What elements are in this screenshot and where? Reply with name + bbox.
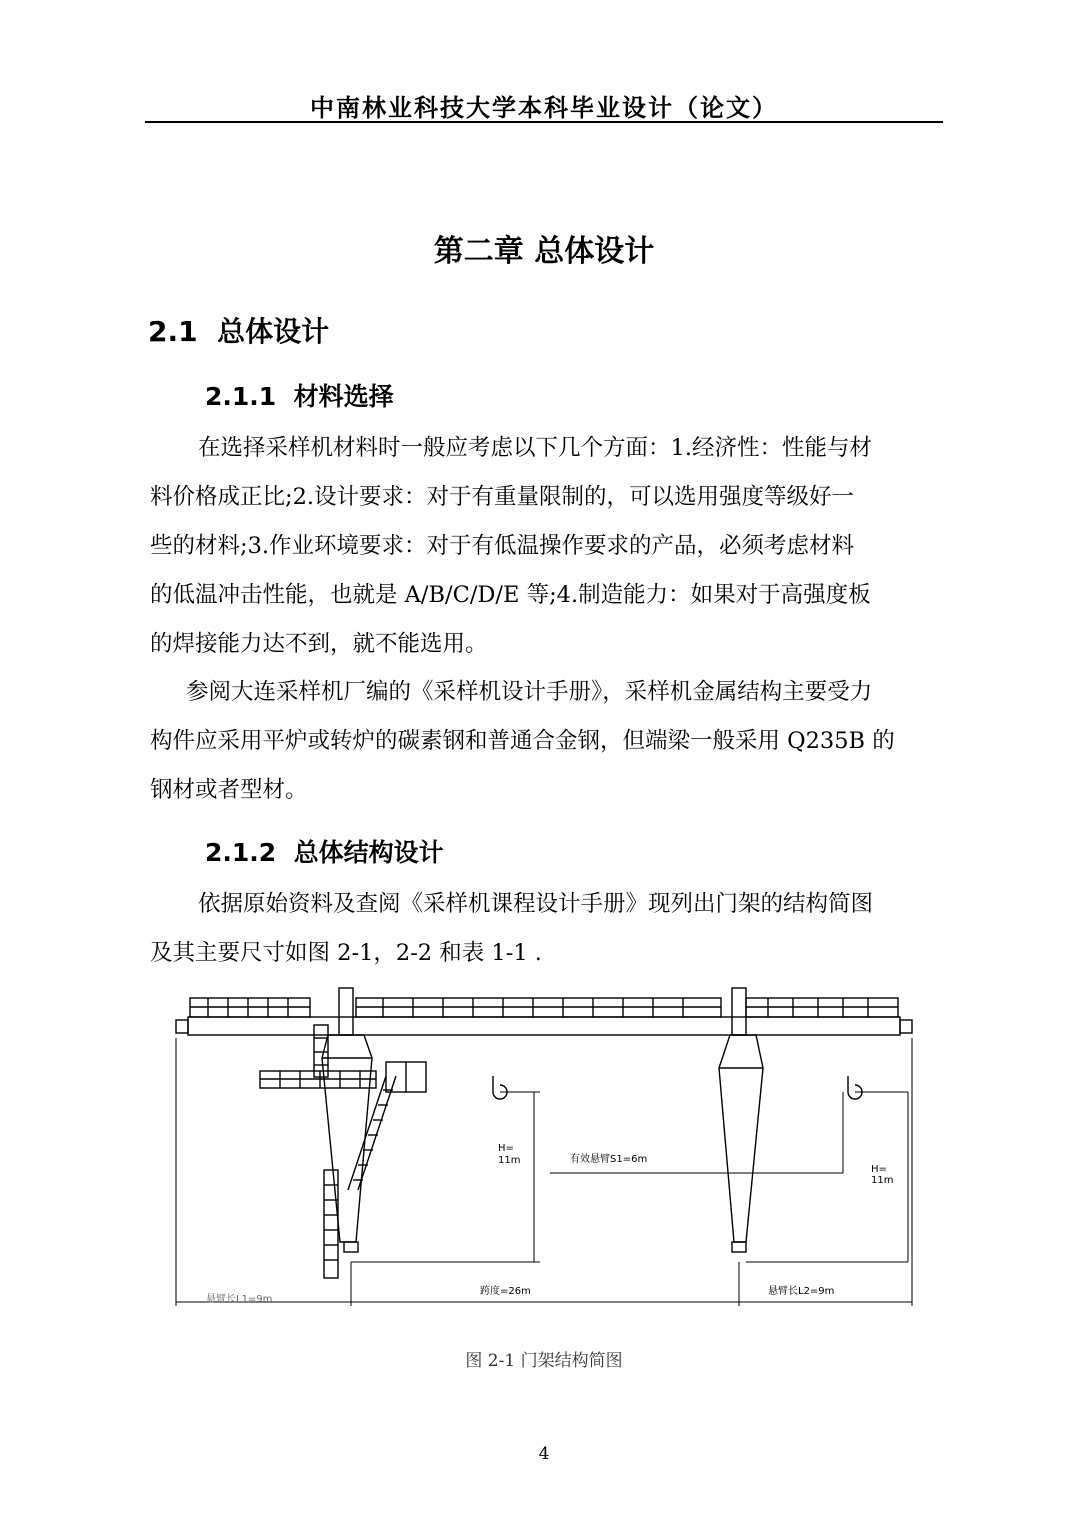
- right-leg: [719, 1035, 763, 1242]
- subsection-number: 2.1.1: [205, 382, 277, 411]
- subsection-title: 材料选择: [293, 382, 394, 411]
- paragraph-line: 参阅大连采样机厂编的《采样机设计手册》，采样机金属结构主要受力: [186, 679, 873, 705]
- paragraph-line: 及其主要尺寸如图 2-1，2-2 和表 1-1 .: [150, 940, 542, 966]
- section-number: 2.1: [148, 315, 198, 348]
- subsection-heading-1: [205, 377, 394, 413]
- inclined-stair: [348, 1076, 386, 1190]
- header-rule: [145, 121, 943, 123]
- chapter-title: 第二章 总体设计: [433, 234, 655, 269]
- top-ladder: [314, 1025, 328, 1077]
- left-wheel: [344, 1242, 358, 1252]
- girder-end-right: [900, 1020, 912, 1033]
- paragraph-reference-manual: [150, 668, 940, 815]
- hook-left: [493, 1076, 507, 1099]
- label-h-right-value: 11m: [871, 1175, 894, 1186]
- main-girder: [188, 1017, 900, 1035]
- gantry-diagram: [168, 980, 920, 1310]
- lower-ladder: [324, 1170, 338, 1278]
- left-leg-post: [339, 988, 353, 1035]
- subsection-title: 总体结构设计: [293, 838, 444, 867]
- label-span: 跨度=26m: [480, 1286, 531, 1297]
- paragraph-line: 钢材或者型材。: [150, 777, 308, 803]
- gantry-structure-figure: [168, 980, 920, 1310]
- section-title: 总体设计: [217, 315, 330, 348]
- label-effective-cantilever: 有效悬臂S1=6m: [570, 1154, 648, 1165]
- label-h-left-value: 11m: [498, 1155, 521, 1166]
- paragraph-material-selection: [150, 424, 940, 669]
- right-leg-post: [732, 988, 746, 1035]
- paragraph-line: 依据原始资料及查阅《采样机课程设计手册》现列出门架的结构简图: [198, 891, 874, 917]
- right-wheel: [732, 1242, 746, 1252]
- label-h-right: H=: [871, 1164, 887, 1175]
- label-cantilever-right: 悬臂长L2=9m: [768, 1286, 835, 1297]
- paragraph-structure-design: [150, 880, 940, 978]
- page-number: 4: [538, 1444, 550, 1464]
- paragraph-line: 在选择采样机材料时一般应考虑以下几个方面：1.经济性：性能与材: [198, 435, 872, 461]
- paragraph-line: 些的材料;3.作业环境要求：对于有低温操作要求的产品，必须考虑材料: [150, 533, 855, 559]
- paragraph-line: 料价格成正比;2.设计要求：对于有重量限制的，可以选用强度等级好一: [150, 484, 855, 510]
- subsection-number: 2.1.2: [205, 838, 277, 867]
- section-heading: [148, 310, 329, 350]
- label-cantilever-left: 悬臂长L1=9m: [206, 1294, 273, 1305]
- running-header: 中南林业科技大学本科毕业设计（论文）: [310, 94, 778, 122]
- girder-end-left: [176, 1020, 188, 1033]
- paragraph-line: 构件应采用平炉或转炉的碳素钢和普通合金钢，但端梁一般采用 Q235B 的: [150, 728, 895, 754]
- paragraph-line: 的焊接能力达不到，就不能选用。: [150, 631, 488, 657]
- figure-caption: 图 2-1 门架结构简图: [465, 1351, 623, 1371]
- paragraph-line: 的低温冲击性能，也就是 A/B/C/D/E 等;4.制造能力：如果对于高强度板: [150, 582, 871, 608]
- hook-right: [848, 1076, 862, 1099]
- label-h-left: H=: [498, 1143, 514, 1154]
- subsection-heading-2: [205, 833, 444, 869]
